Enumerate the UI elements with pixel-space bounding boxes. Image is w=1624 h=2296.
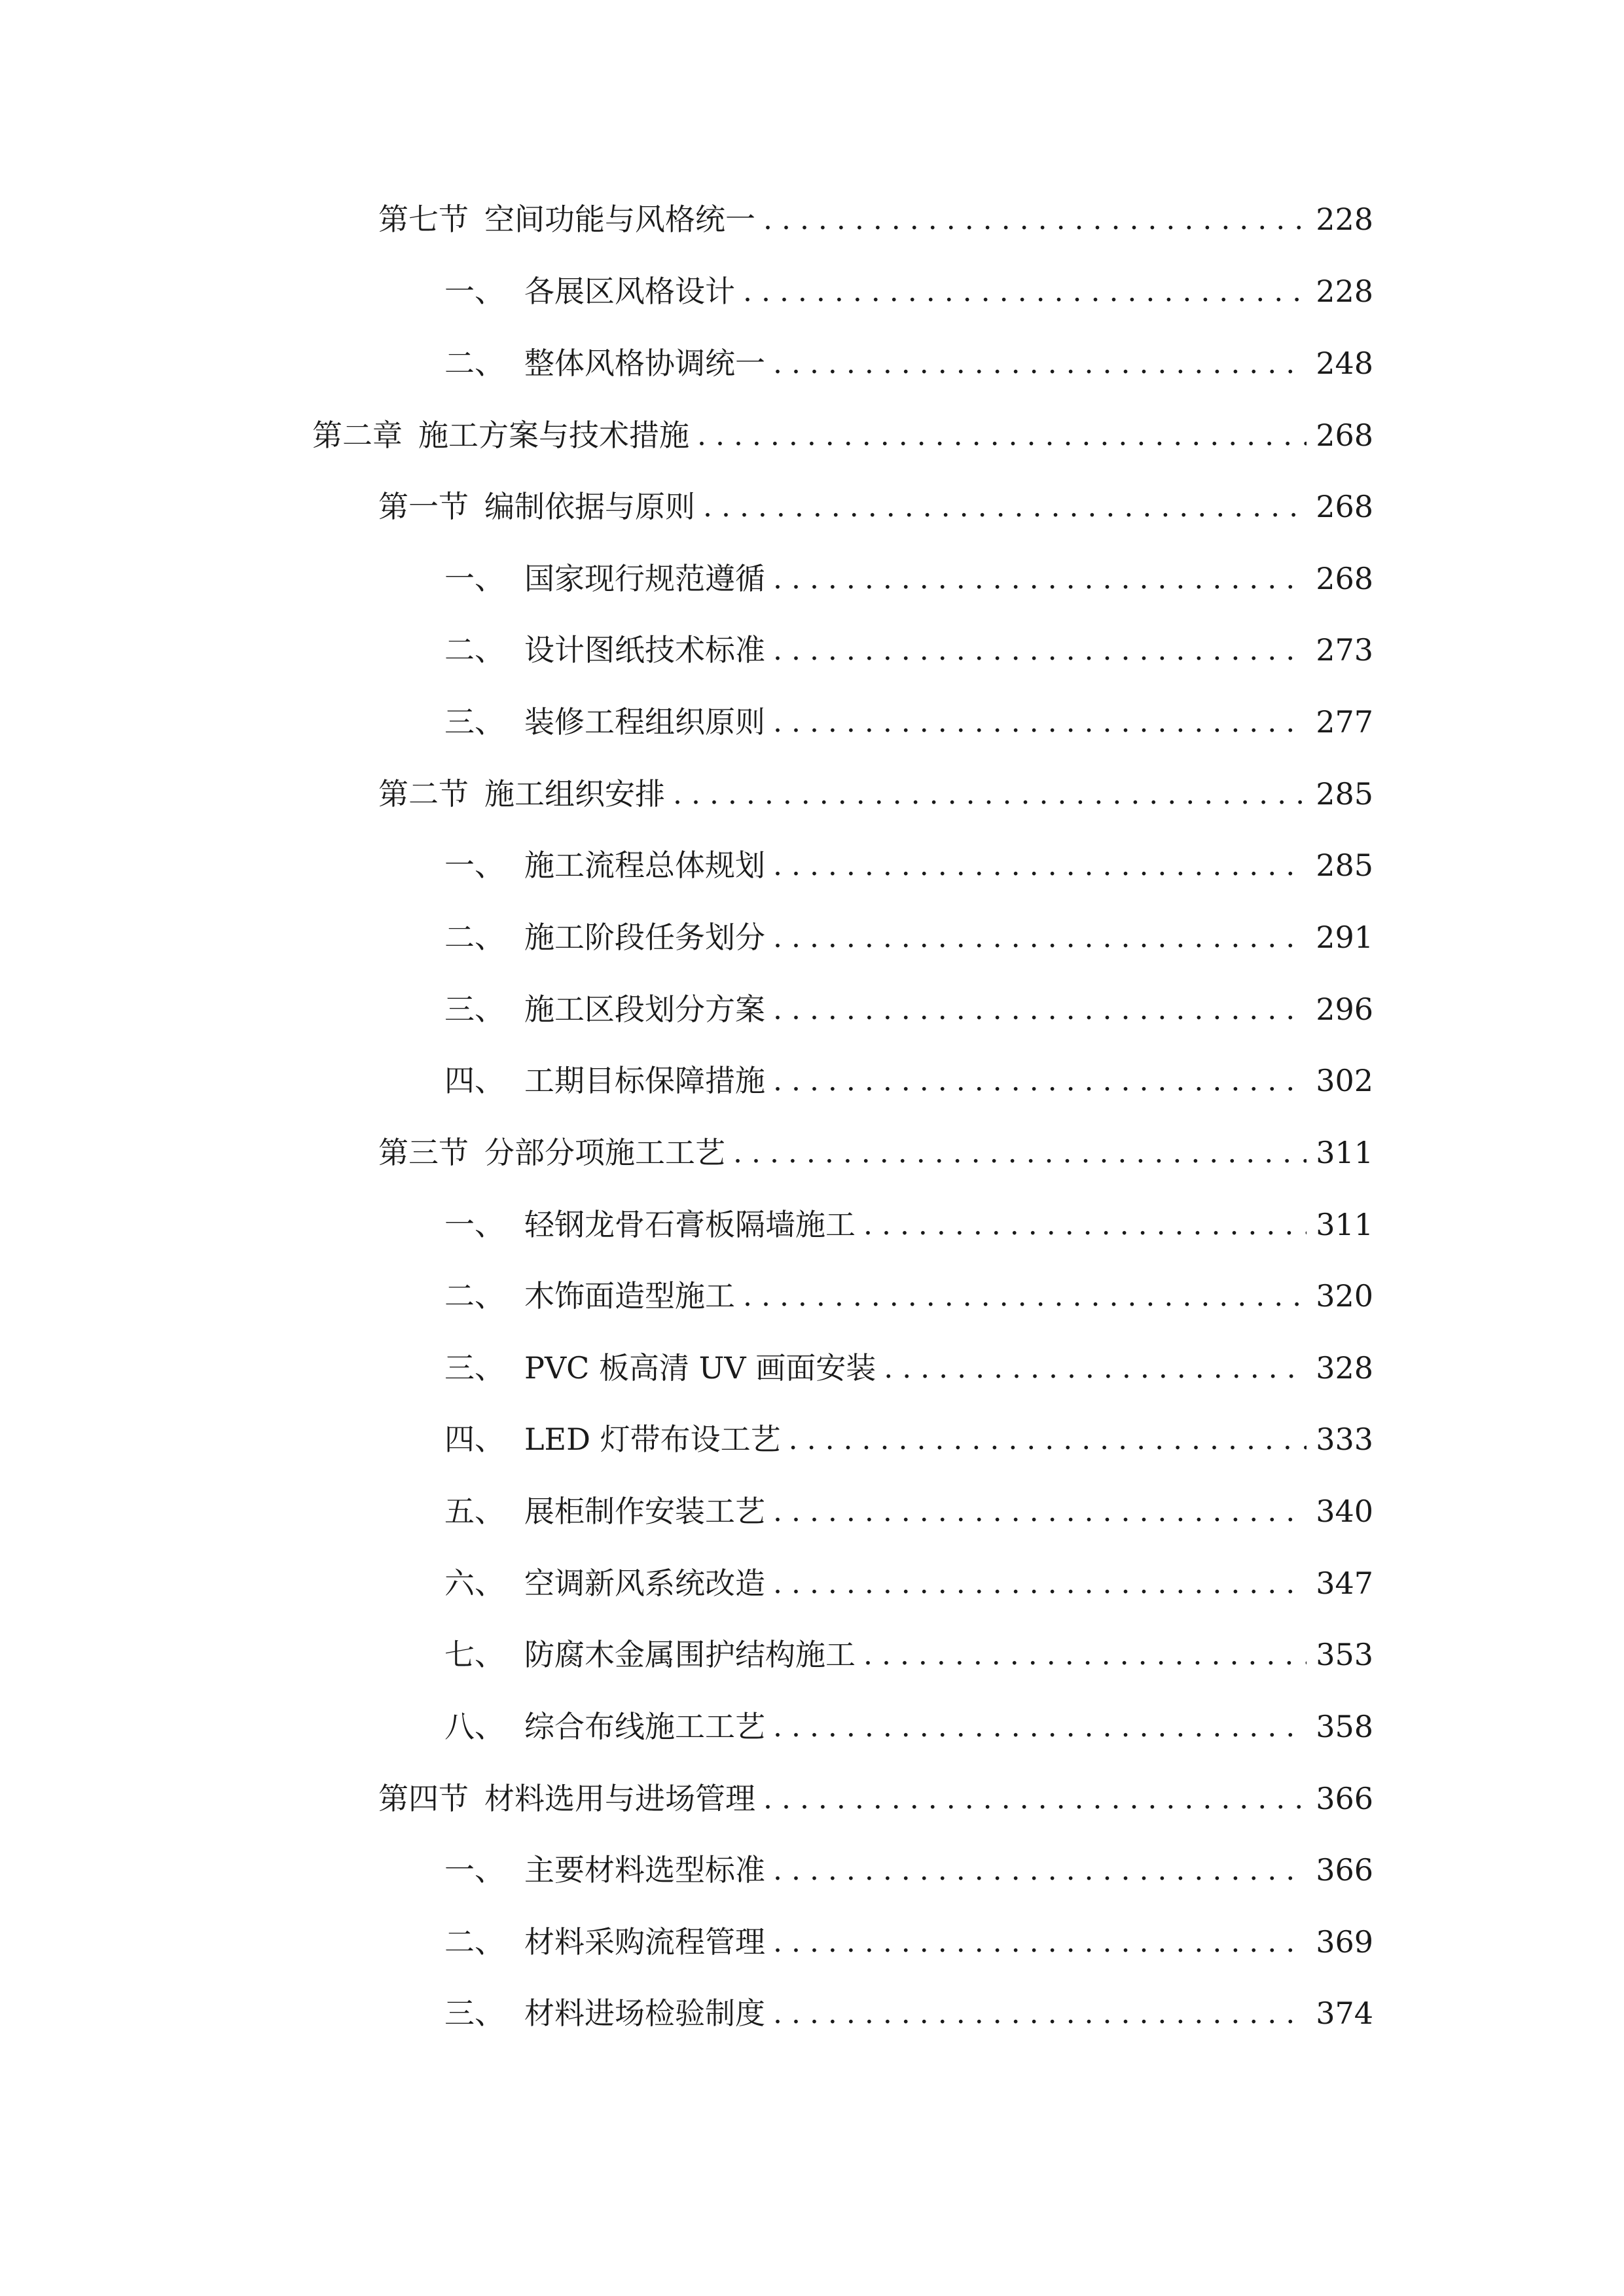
toc-entry-title: 各展区风格设计 [524, 274, 735, 309]
toc-entry-section[interactable] [378, 480, 1373, 533]
toc-entry-title: 空间功能与风格统一 [484, 202, 755, 237]
dot-leader [773, 707, 1307, 737]
dot-leader [789, 1424, 1307, 1454]
toc-entry-prefix: 二、 [444, 346, 505, 381]
toc-entry-item[interactable] [444, 839, 1373, 891]
dot-leader [773, 1066, 1307, 1096]
toc-entry-prefix: 一、 [444, 274, 505, 309]
dot-leader [863, 1640, 1307, 1670]
dot-leader [773, 1998, 1307, 2028]
toc-entry-title: 施工流程总体规划 [524, 848, 765, 883]
toc-entry-title: 空调新风系统改造 [524, 1566, 765, 1601]
toc-entry-title: 材料进场检验制度 [524, 1996, 765, 2031]
dot-leader [773, 1712, 1307, 1742]
dot-leader [884, 1353, 1307, 1383]
toc-entry-page: 285 [1316, 848, 1373, 883]
toc-entry-page: 311 [1316, 1207, 1373, 1242]
toc-entry-prefix: 二、 [444, 920, 505, 955]
toc-entry-item[interactable] [444, 265, 1373, 317]
dot-leader [773, 1855, 1307, 1885]
toc-entry-page: 268 [1316, 561, 1373, 596]
dot-leader [763, 1784, 1307, 1814]
toc-entry-prefix: 一、 [444, 561, 505, 596]
toc-entry-item[interactable] [444, 911, 1373, 963]
toc-entry-page: 311 [1316, 1135, 1373, 1170]
toc-entry-title: 国家现行规范遵循 [524, 561, 765, 596]
toc-entry-item[interactable] [444, 1054, 1373, 1107]
dot-leader [673, 779, 1307, 809]
dot-leader [743, 276, 1307, 306]
toc-entry-page: 320 [1316, 1278, 1373, 1314]
toc-entry-page: 291 [1316, 920, 1373, 955]
toc-entry-item[interactable] [444, 1557, 1373, 1609]
toc-entry-page: 333 [1316, 1422, 1373, 1457]
toc-entry-page: 340 [1316, 1494, 1373, 1529]
toc-entry-page: 273 [1316, 632, 1373, 668]
toc-entry-title: LED 灯带布设工艺 [524, 1422, 781, 1457]
dot-leader [773, 635, 1307, 665]
toc-entry-prefix: 四、 [444, 1422, 505, 1457]
toc-entry-item[interactable] [444, 1916, 1373, 1968]
toc-entry-title: 轻钢龙骨石膏板隔墙施工 [524, 1207, 856, 1242]
toc-entry-page: 353 [1316, 1637, 1373, 1672]
toc-entry-page: 366 [1316, 1781, 1373, 1816]
toc-entry-item[interactable] [444, 1987, 1373, 2039]
dot-leader [773, 1496, 1307, 1526]
toc-entry-chapter[interactable] [312, 409, 1373, 461]
dot-leader [763, 204, 1307, 234]
toc-entry-prefix: 四、 [444, 1063, 505, 1098]
toc-entry-title: 编制依据与原则 [484, 489, 695, 524]
toc-entry-section[interactable] [378, 1126, 1373, 1179]
toc-entry-item[interactable] [444, 624, 1373, 676]
toc-entry-prefix: 一、 [444, 848, 505, 883]
dot-leader [773, 348, 1307, 378]
toc-entry-prefix: 第二节 [378, 776, 469, 812]
toc-entry-item[interactable] [444, 1342, 1373, 1394]
toc-entry-prefix: 七、 [444, 1637, 505, 1672]
toc-entry-prefix: 第三节 [378, 1135, 469, 1170]
toc-entry-page: 248 [1316, 346, 1373, 381]
toc-entry-item[interactable] [444, 1485, 1373, 1537]
toc-entry-prefix: 一、 [444, 1852, 505, 1888]
toc-entry-title: 工期目标保障措施 [524, 1063, 765, 1098]
toc-entry-title: 展柜制作安装工艺 [524, 1494, 765, 1529]
toc-entry-title: 材料采购流程管理 [524, 1924, 765, 1960]
toc-entry-prefix: 三、 [444, 1996, 505, 2031]
toc-entry-prefix: 二、 [444, 1278, 505, 1314]
toc-entry-prefix: 八、 [444, 1709, 505, 1744]
toc-entry-page: 369 [1316, 1924, 1373, 1960]
toc-entry-item[interactable] [444, 983, 1373, 1035]
toc-entry-item[interactable] [444, 1844, 1373, 1896]
toc-entry-section[interactable] [378, 768, 1373, 820]
dot-leader [773, 564, 1307, 594]
dot-leader [697, 420, 1307, 450]
toc-entry-item[interactable] [444, 1700, 1373, 1753]
toc-entry-item[interactable] [444, 1413, 1373, 1465]
toc-entry-title: 施工区段划分方案 [524, 992, 765, 1027]
toc-entry-prefix: 三、 [444, 1350, 505, 1386]
toc-entry-prefix: 第二章 [312, 418, 403, 453]
dot-leader [863, 1210, 1307, 1240]
toc-entry-title: 木饰面造型施工 [524, 1278, 735, 1314]
dot-leader [773, 922, 1307, 952]
toc-entry-title: 装修工程组织原则 [524, 704, 765, 740]
toc-entry-prefix: 二、 [444, 1924, 505, 1960]
toc-entry-item[interactable] [444, 1628, 1373, 1681]
toc-entry-page: 228 [1316, 274, 1373, 309]
dot-leader [743, 1281, 1307, 1311]
toc-entry-prefix: 第七节 [378, 202, 469, 237]
toc-entry-title: 施工方案与技术措施 [418, 418, 689, 453]
toc-entry-title: 设计图纸技术标准 [524, 632, 765, 668]
toc-entry-page: 358 [1316, 1709, 1373, 1744]
toc-entry-page: 302 [1316, 1063, 1373, 1098]
toc-entry-prefix: 六、 [444, 1566, 505, 1601]
toc-entry-prefix: 三、 [444, 704, 505, 740]
toc-entry-title: 防腐木金属围护结构施工 [524, 1637, 856, 1672]
toc-entry-prefix: 二、 [444, 632, 505, 668]
toc-entry-prefix: 第四节 [378, 1781, 469, 1816]
toc-entry-page: 347 [1316, 1566, 1373, 1601]
toc-entry-page: 374 [1316, 1996, 1373, 2031]
toc-entry-prefix: 一、 [444, 1207, 505, 1242]
toc-entry-page: 268 [1316, 489, 1373, 524]
toc-entry-item[interactable] [444, 552, 1373, 605]
dot-leader [773, 1568, 1307, 1598]
toc-entry-title: 施工阶段任务划分 [524, 920, 765, 955]
toc-entry-page: 366 [1316, 1852, 1373, 1888]
toc-entry-section[interactable] [378, 193, 1373, 245]
toc-entry-item[interactable] [444, 1198, 1373, 1251]
toc-entry-page: 296 [1316, 992, 1373, 1027]
toc-entry-title: 综合布线施工工艺 [524, 1709, 765, 1744]
toc-entry-section[interactable] [378, 1772, 1373, 1825]
toc-entry-title: 主要材料选型标准 [524, 1852, 765, 1888]
toc-entry-item[interactable] [444, 1270, 1373, 1322]
toc-entry-page: 228 [1316, 202, 1373, 237]
toc-entry-prefix: 第一节 [378, 489, 469, 524]
dot-leader [703, 492, 1307, 522]
toc-entry-page: 285 [1316, 776, 1373, 812]
dot-leader [773, 850, 1307, 880]
toc-entry-page: 277 [1316, 704, 1373, 740]
toc-entry-page: 268 [1316, 418, 1373, 453]
toc-entry-item[interactable] [444, 696, 1373, 748]
toc-entry-prefix: 五、 [444, 1494, 505, 1529]
toc-entry-title: 分部分项施工工艺 [484, 1135, 725, 1170]
toc-entry-title: 整体风格协调统一 [524, 346, 765, 381]
toc-entry-item[interactable] [444, 337, 1373, 389]
dot-leader [733, 1138, 1307, 1168]
toc-entry-page: 328 [1316, 1350, 1373, 1386]
toc-entry-title: PVC 板高清 UV 画面安装 [524, 1350, 876, 1386]
toc-entry-prefix: 三、 [444, 992, 505, 1027]
toc-entry-title: 施工组织安排 [484, 776, 665, 812]
dot-leader [773, 994, 1307, 1024]
dot-leader [773, 1927, 1307, 1957]
toc-entry-title: 材料选用与进场管理 [484, 1781, 755, 1816]
